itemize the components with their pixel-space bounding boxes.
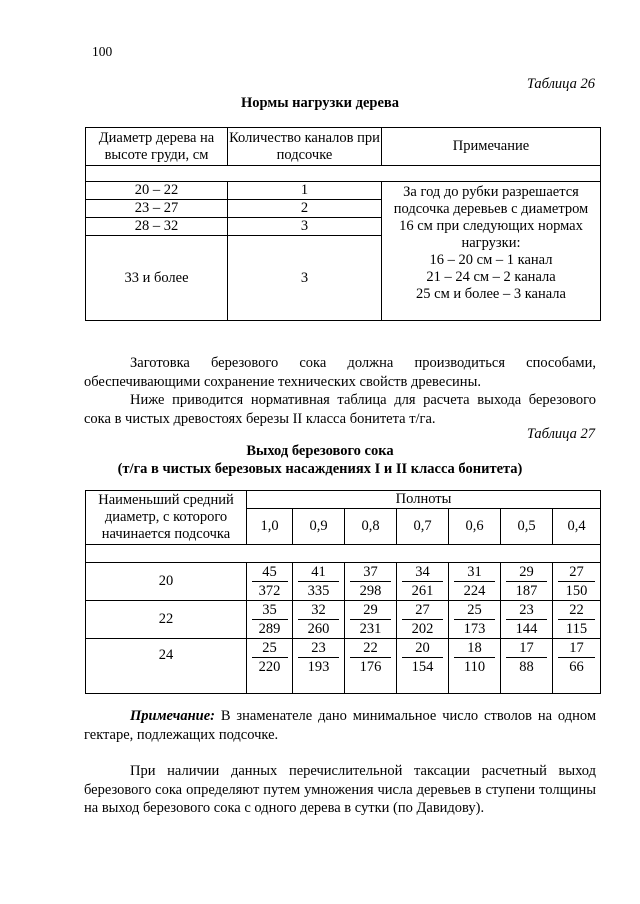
table-27-numerator: 20 bbox=[415, 640, 430, 656]
table-27-fraction-cell bbox=[397, 639, 449, 694]
table-27-fraction-cell bbox=[293, 563, 345, 601]
table-27-denominator: 154 bbox=[411, 659, 434, 675]
table-26-label: Таблица 26 bbox=[526, 76, 595, 92]
table-27-fraction-cell bbox=[553, 601, 601, 639]
table-27-fraction-cell bbox=[553, 639, 601, 694]
table-26-cell-diameter: 20 – 22 bbox=[86, 182, 228, 200]
table-27-fraction-cell bbox=[397, 563, 449, 601]
table-26-note-line: 16 см при следующих нормах bbox=[399, 218, 583, 234]
table-26-header-channels: Количество каналов при подсочке bbox=[228, 128, 382, 166]
table-27-denominator: 231 bbox=[359, 621, 382, 637]
table-27-denominator: 144 bbox=[515, 621, 538, 637]
table-27-fraction-cell bbox=[293, 639, 345, 694]
table-27-numerator: 31 bbox=[467, 564, 482, 580]
table-27-numerator: 45 bbox=[262, 564, 277, 580]
table-27-cell-diameter: 22 bbox=[86, 601, 247, 639]
page-number: 100 bbox=[92, 44, 113, 59]
table-26-cell-diameter: 33 и более bbox=[86, 236, 228, 321]
table-26-title: Нормы нагрузки дерева bbox=[240, 95, 400, 111]
table-27 bbox=[85, 490, 601, 694]
table-27-denominator: 173 bbox=[463, 621, 486, 637]
note-paragraph bbox=[84, 707, 596, 744]
table-27-numerator: 25 bbox=[467, 602, 482, 618]
table-27-numerator: 17 bbox=[519, 640, 534, 656]
table-26-cell-channels: 3 bbox=[228, 218, 382, 236]
table-26-note-line: нагрузки: bbox=[461, 235, 521, 251]
table-27-header-density: Полноты bbox=[247, 491, 601, 509]
table-27-numerator: 27 bbox=[569, 564, 584, 580]
table-27-fraction-cell bbox=[449, 639, 501, 694]
table-26-cell-diameter: 23 – 27 bbox=[86, 200, 228, 218]
table-26-note-line: За год до рубки разрешается bbox=[403, 184, 579, 200]
table-27-spacer-row bbox=[86, 545, 601, 563]
table-27-fraction-cell bbox=[293, 601, 345, 639]
table-27-cell-diameter: 20 bbox=[86, 563, 247, 601]
table-27-denominator: 261 bbox=[411, 583, 434, 599]
paragraph-2: Ниже приводится нормативная таблица для расчета выхода березового сока в чистых древостоях березы II класса бонитета т/га. bbox=[84, 392, 596, 427]
table-27-denominator: 88 bbox=[519, 659, 534, 675]
paragraph-3: При наличии данных перечислительной таксации расчетный выход березового сока определяют путем умножения числа деревьев в ступени толщины на выход березового сока с одного дерева в сутки (по Давидову). bbox=[84, 763, 596, 816]
table-27-numerator: 22 bbox=[569, 602, 584, 618]
table-27-title-line2: (т/га в чистых березовых насаждениях I и II класса бонитета) bbox=[117, 461, 523, 477]
table-27-fraction-cell bbox=[397, 601, 449, 639]
table-27-density-header: 0,7 bbox=[397, 509, 449, 545]
table-27-fraction-cell bbox=[345, 601, 397, 639]
table-27-label: Таблица 27 bbox=[526, 426, 595, 442]
table-27-denominator: 150 bbox=[565, 583, 588, 599]
table-27-fraction-cell bbox=[501, 601, 553, 639]
table-26-note-line: 25 см и более – 3 канала bbox=[416, 286, 566, 302]
table-27-denominator: 187 bbox=[515, 583, 538, 599]
table-27-numerator: 41 bbox=[311, 564, 326, 580]
table-26-spacer-row bbox=[86, 166, 601, 182]
table-27-fraction-cell bbox=[247, 639, 293, 694]
table-27-density-header: 1,0 bbox=[247, 509, 293, 545]
table-26-note-cell bbox=[382, 182, 601, 321]
table-26-note-line: 21 – 24 см – 2 канала bbox=[426, 269, 556, 285]
table-27-denominator: 110 bbox=[463, 659, 486, 675]
table-27-fraction-cell bbox=[449, 563, 501, 601]
table-27-fraction-cell bbox=[247, 563, 293, 601]
table-27-density-header: 0,9 bbox=[293, 509, 345, 545]
paragraph-1: Заготовка березового сока должна производиться способами, обеспечивающими сохранение технических свойств древесины. bbox=[84, 355, 596, 390]
table-27-density-header: 0,4 bbox=[553, 509, 601, 545]
table-27-density-header: 0,6 bbox=[449, 509, 501, 545]
table-27-numerator: 35 bbox=[262, 602, 277, 618]
table-27-density-header: 0,8 bbox=[345, 509, 397, 545]
table-27-denominator: 66 bbox=[569, 659, 584, 675]
table-27-fraction-cell bbox=[345, 639, 397, 694]
table-27-header-diameter: Наименьший средний диаметр, с которого начинается подсочка bbox=[86, 491, 247, 545]
table-27-density-header: 0,5 bbox=[501, 509, 553, 545]
table-27-numerator: 18 bbox=[467, 640, 482, 656]
table-27-numerator: 23 bbox=[519, 602, 534, 618]
table-27-fraction-cell bbox=[553, 563, 601, 601]
table-27-denominator: 372 bbox=[258, 583, 281, 599]
table-27-denominator: 289 bbox=[258, 621, 281, 637]
table-27-fraction-cell bbox=[501, 639, 553, 694]
table-27-fraction-cell bbox=[345, 563, 397, 601]
table-27-denominator: 202 bbox=[411, 621, 434, 637]
table-26 bbox=[85, 127, 601, 321]
table-27-numerator: 32 bbox=[311, 602, 326, 618]
table-26-note-line: подсочка деревьев с диаметром bbox=[393, 201, 589, 217]
table-27-denominator: 298 bbox=[359, 583, 382, 599]
table-26-cell-diameter: 28 – 32 bbox=[86, 218, 228, 236]
table-27-numerator: 17 bbox=[569, 640, 584, 656]
table-27-fraction-cell bbox=[501, 563, 553, 601]
table-27-numerator: 23 bbox=[311, 640, 326, 656]
table-27-denominator: 176 bbox=[359, 659, 382, 675]
table-27-fraction-cell bbox=[247, 601, 293, 639]
table-27-fraction-cell bbox=[449, 601, 501, 639]
table-27-cell-diameter: 24 bbox=[86, 639, 247, 694]
note-label: Примечание: bbox=[130, 708, 216, 724]
table-27-denominator: 115 bbox=[565, 621, 588, 637]
table-27-denominator: 260 bbox=[307, 621, 330, 637]
table-27-numerator: 29 bbox=[363, 602, 378, 618]
table-27-numerator: 27 bbox=[415, 602, 430, 618]
table-26-header-diameter: Диаметр дерева на высоте груди, см bbox=[86, 128, 228, 166]
table-27-numerator: 29 bbox=[519, 564, 534, 580]
note-text: В знаменателе дано минимальное число стволов на одном гектаре, подлежащих подсочке. bbox=[84, 708, 596, 743]
table-27-denominator: 193 bbox=[307, 659, 330, 675]
table-27-title-line1: Выход березового сока bbox=[246, 443, 394, 459]
table-27-denominator: 224 bbox=[463, 583, 486, 599]
table-26-cell-channels: 1 bbox=[228, 182, 382, 200]
table-27-numerator: 34 bbox=[415, 564, 430, 580]
table-26-note-line: 16 – 20 см – 1 канал bbox=[429, 252, 553, 268]
table-26-header-note: Примечание bbox=[382, 128, 601, 166]
table-27-denominator: 335 bbox=[307, 583, 330, 599]
table-27-numerator: 22 bbox=[363, 640, 378, 656]
table-26-cell-channels: 3 bbox=[228, 236, 382, 321]
table-26-cell-channels: 2 bbox=[228, 200, 382, 218]
table-27-numerator: 37 bbox=[363, 564, 378, 580]
table-27-numerator: 25 bbox=[262, 640, 277, 656]
table-27-denominator: 220 bbox=[258, 659, 281, 675]
